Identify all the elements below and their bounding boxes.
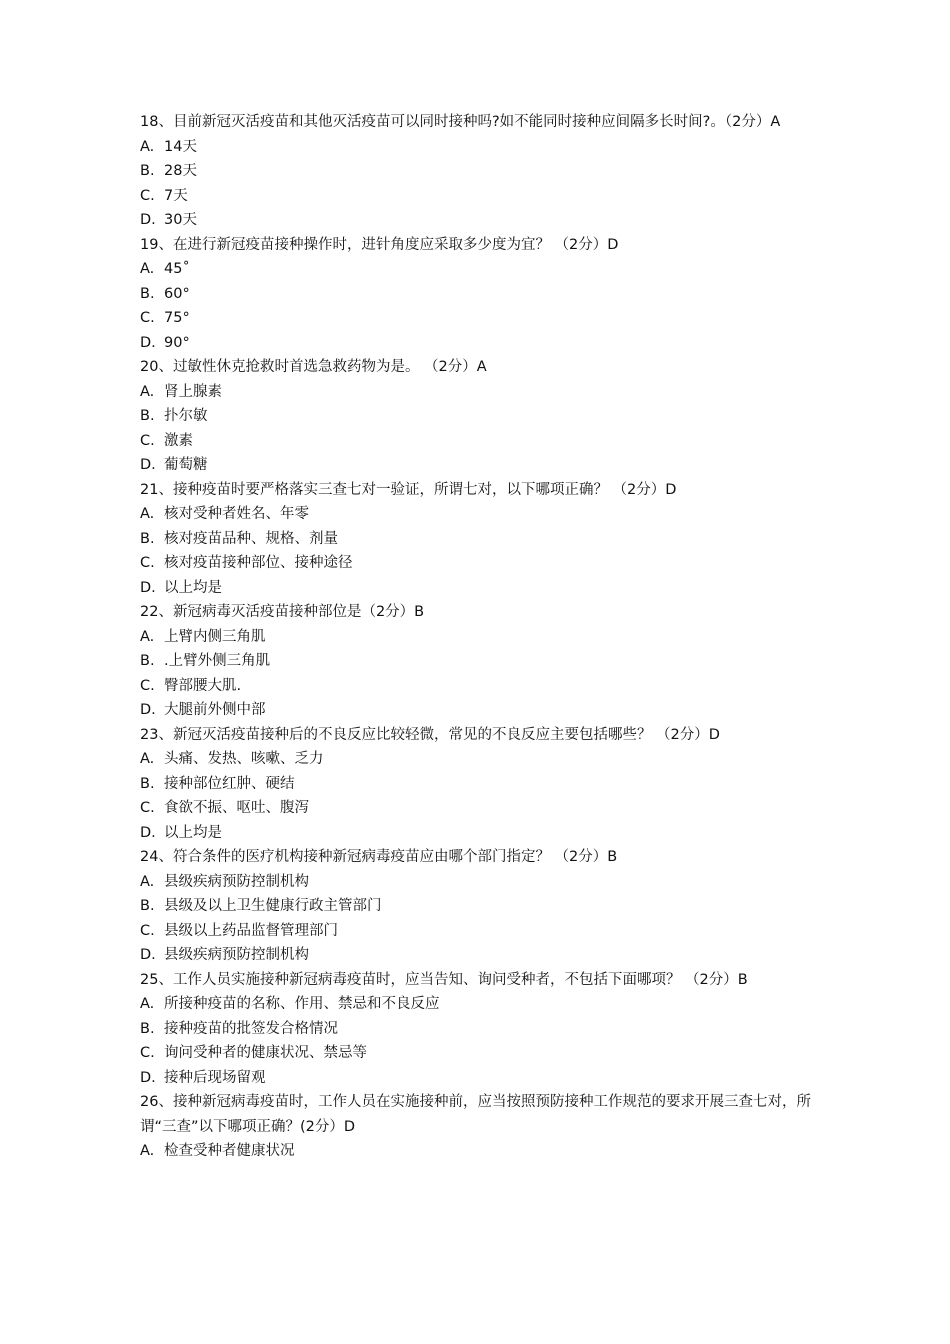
option-21-d: D. 以上均是 [140, 579, 222, 596]
question-22: 22、新冠病毒灭活疫苗接种部位是（2分）B [140, 604, 425, 620]
question-24: 24、符合条件的医疗机构接种新冠病毒疫苗应由哪个部门指定？ （2分）B [140, 849, 618, 865]
option-18-c: C. 7天 [140, 187, 188, 204]
option-18-b: B. 28天 [140, 163, 197, 179]
option-25-b: B. 接种疫苗的批签发合格情况 [140, 1020, 338, 1037]
option-25-c: C. 询问受种者的健康状况、禁忌等 [140, 1045, 367, 1061]
question-23: 23、新冠灭活疫苗接种后的不良反应比较轻微，常见的不良反应主要包括哪些？ （2分）D [140, 726, 720, 743]
option-22-b: B. .上臂外侧三角肌 [140, 653, 271, 669]
option-24-a: A. 县级疾病预防控制机构 [140, 873, 309, 890]
question-20: 20、过敏性休克抢救时首选急救药物为是。 （2分）A [140, 359, 487, 375]
option-23-a: A. 头痛、发热、咳嗽、乏力 [140, 751, 324, 767]
option-26-a: A. 检查受种者健康状况 [140, 1143, 295, 1159]
option-22-a: A. 上臂内侧三角肌 [140, 628, 266, 645]
option-24-d: D. 县级疾病预防控制机构 [140, 947, 309, 963]
option-18-d: D. 30天 [140, 212, 197, 228]
option-22-c: C. 臀部腰大肌. [140, 677, 242, 694]
option-19-b: B. 60° [140, 285, 190, 302]
option-21-a: A. 核对受种者姓名、年零 [140, 506, 309, 522]
option-19-a: A. 45˚ [140, 261, 190, 277]
option-20-c: C. 激素 [140, 432, 193, 449]
option-24-c: C. 县级以上药品监督管理部门 [140, 922, 338, 939]
question-25: 25、工作人员实施接种新冠病毒疫苗时，应当告知、询问受种者，不包括下面哪项？ （2分）B [140, 971, 748, 988]
option-20-a: A. 肾上腺素 [140, 383, 222, 400]
option-22-d: D. 大腿前外侧中部 [140, 702, 266, 718]
option-18-a: A. 14天 [140, 138, 197, 155]
option-25-d: D. 接种后现场留观 [140, 1069, 266, 1086]
question-19: 19、在进行新冠疫苗接种操作时，进针角度应采取多少度为宜？ （2分）D [140, 236, 619, 253]
option-21-c: C. 核对疫苗接种部位、接种途径 [140, 555, 353, 571]
question-21: 21、接种疫苗时要严格落实三查七对一验证，所谓七对，以下哪项正确？ （2分）D [140, 481, 677, 498]
question-26: 26、接种新冠病毒疫苗时，工作人员在实施接种前，应当按照预防接种工作规范的要求开展三查七对，所谓“三查”以下哪项正确？(2分）D [140, 1094, 811, 1135]
option-23-d: D. 以上均是 [140, 824, 222, 841]
option-23-b: B. 接种部位红肿、硬结 [140, 775, 295, 792]
exam-page [140, 110, 820, 1164]
option-20-d: D. 葡萄糖 [140, 457, 208, 473]
option-19-c: C. 75° [140, 310, 190, 326]
option-24-b: B. 县级及以上卫生健康行政主管部门 [140, 898, 382, 914]
option-21-b: B. 核对疫苗品种、规格、剂量 [140, 530, 338, 547]
option-19-d: D. 90° [140, 334, 190, 351]
option-25-a: A. 所接种疫苗的名称、作用、禁忌和不良反应 [140, 996, 440, 1012]
question-18: 18、目前新冠灭活疫苗和其他灭活疫苗可以同时接种吗?如不能同时接种应间隔多长时间?。（2分）A [140, 114, 781, 130]
option-20-b: B. 扑尔敏 [140, 408, 208, 424]
option-23-c: C. 食欲不振、呕吐、腹泻 [140, 800, 309, 816]
